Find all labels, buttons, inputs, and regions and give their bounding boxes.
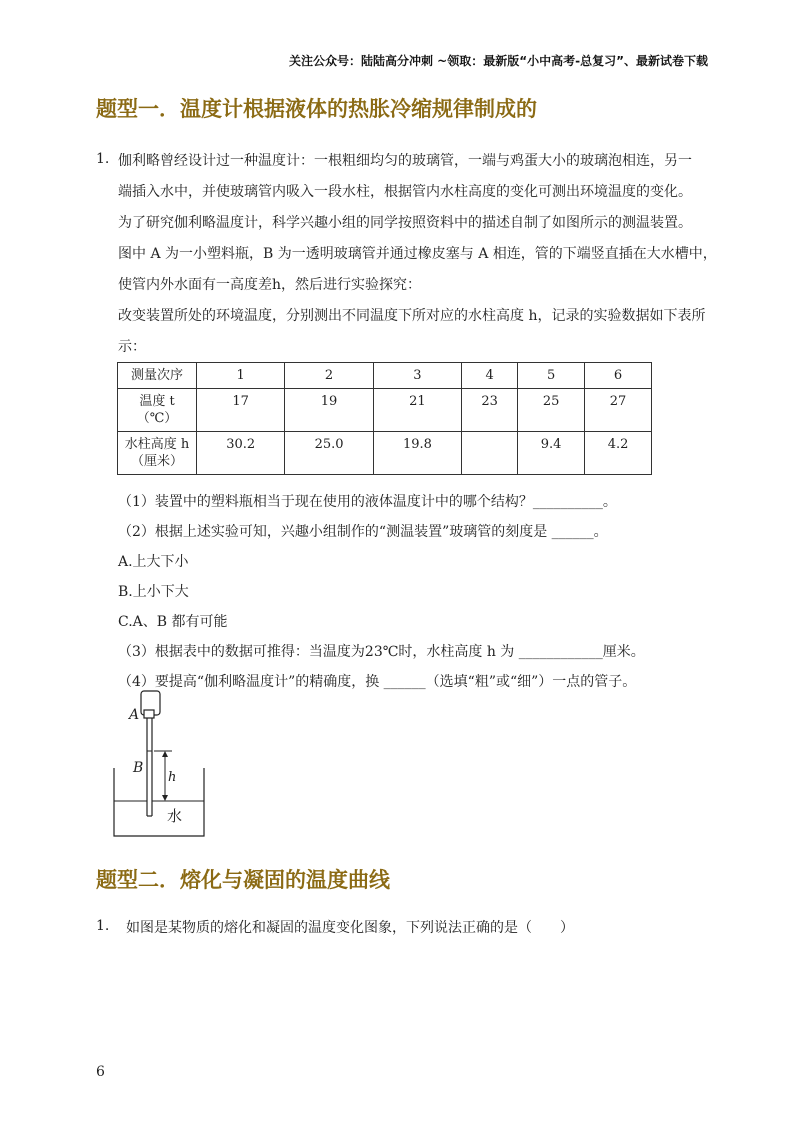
label-line: 温度 t [139, 394, 175, 409]
table-row [118, 389, 652, 432]
table-cell: 测量次序 [118, 363, 197, 389]
table-row [118, 363, 652, 389]
table-cell: 30.2 [197, 432, 285, 475]
sub-question-4: （4）要提高“伽利略温度计”的精确度，换 ______（选填“粗”或“细”）一点的管子。 [118, 674, 637, 690]
label-unit: （厘米） [130, 454, 183, 469]
section2-title: 题型二．熔化与凝固的温度曲线 [96, 868, 390, 892]
table-row [118, 432, 652, 475]
table-cell: 9.4 [518, 432, 585, 475]
page-header: 关注公众号：陆陆高分冲刺 ~领取：最新版“小中高考-总复习”、最新试卷下载 [289, 54, 708, 68]
q1-line-5: 使管内外水面有一高度差h，然后进行实验探究： [118, 277, 422, 293]
table-row-label [118, 389, 197, 432]
option-c: C.A、B 都有可能 [118, 614, 228, 630]
table-cell: 4 [462, 363, 518, 389]
q1-line-1: 伽利略曾经设计过一种温度计：一根粗细均匀的玻璃管，一端与鸡蛋大小的玻璃泡相连，另一 [118, 153, 692, 169]
data-table [117, 362, 652, 475]
label-h: h [168, 770, 177, 785]
label-line: 水柱高度 h [124, 437, 190, 452]
q1-line-6: 改变装置所处的环境温度，分别测出不同温度下所对应的水柱高度 h，记录的实验数据如下表所 [118, 308, 706, 324]
label-b: B [133, 760, 144, 776]
table-cell: 2 [285, 363, 373, 389]
q2-number: 1. [96, 918, 110, 934]
thermometer-apparatus-figure [100, 688, 210, 840]
stopper-shape [144, 710, 154, 718]
table-row-label [118, 432, 197, 475]
table-cell: 21 [373, 389, 461, 432]
table-cell: 3 [373, 363, 461, 389]
h-arrow-down [162, 795, 168, 801]
table-cell: 4.2 [585, 432, 652, 475]
q1-line-4: 图中 A 为一小塑料瓶，B 为一透明玻璃管并通过橡皮塞与 A 相连，管的下端竖直插在大水槽中， [118, 246, 717, 262]
table-cell: 27 [585, 389, 652, 432]
table-cell: 1 [197, 363, 285, 389]
page-number: 6 [96, 1064, 105, 1080]
water-tank [114, 768, 204, 836]
sub-question-2: （2）根据上述实验可知，兴趣小组制作的“测温装置”玻璃管的刻度是 ______。 [118, 524, 608, 540]
table-cell [462, 432, 518, 475]
table-cell: 25 [518, 389, 585, 432]
sub-question-3: （3）根据表中的数据可推得：当温度为23℃时，水柱高度 h 为 ____________厘米。 [118, 644, 645, 660]
table-cell: 19 [285, 389, 373, 432]
table-cell: 23 [462, 389, 518, 432]
section1-title: 题型一．温度计根据液体的热胀冷缩规律制成的 [96, 97, 537, 121]
q1-line-7: 示： [118, 339, 146, 355]
q1-line-2: 端插入水中，并使玻璃管内吸入一段水柱，根据管内水柱高度的变化可测出环境温度的变化。 [118, 184, 692, 200]
q1-number: 1. [96, 151, 110, 167]
q2-text: 如图是某物质的熔化和凝固的温度变化图象，下列说法正确的是（ ） [126, 920, 574, 936]
option-a: A.上大下小 [118, 554, 189, 570]
label-a: A [129, 707, 140, 723]
h-arrow-up [162, 751, 168, 757]
table-cell: 25.0 [285, 432, 373, 475]
table-cell: 17 [197, 389, 285, 432]
table-cell: 19.8 [373, 432, 461, 475]
table-cell: 5 [518, 363, 585, 389]
sub-question-1: （1）装置中的塑料瓶相当于现在使用的液体温度计中的哪个结构？__________。 [118, 494, 617, 510]
q1-line-3: 为了研究伽利略温度计，科学兴趣小组的同学按照资料中的描述自制了如图所示的测温装置。 [118, 215, 692, 231]
label-water: 水 [167, 807, 183, 825]
label-unit: （℃） [136, 411, 178, 426]
table-cell: 6 [585, 363, 652, 389]
option-b: B.上小下大 [118, 584, 189, 600]
